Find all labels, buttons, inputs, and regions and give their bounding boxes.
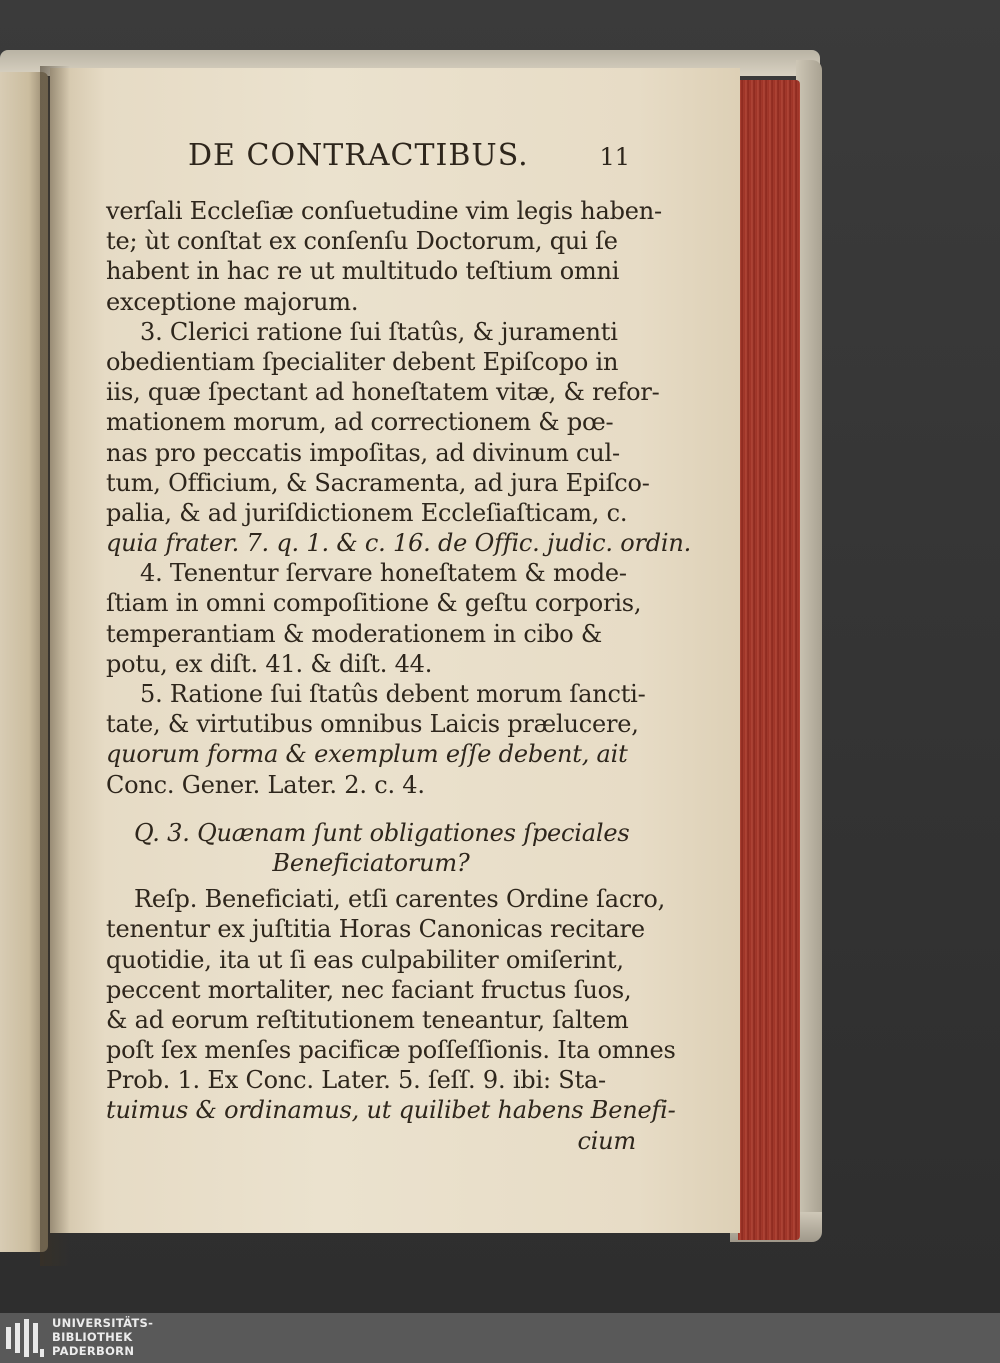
logo-line: PADERBORN: [52, 1344, 135, 1358]
library-logo-icon: [6, 1319, 44, 1357]
running-title: DE CONTRACTIBUS.: [188, 138, 529, 173]
text-line: 4. Tenentur ſervare honeſtatem & mode-: [140, 559, 627, 588]
catchword: cium: [577, 1126, 636, 1155]
text-line: exceptione majorum.: [106, 287, 359, 316]
text-line: verſali Eccleſiæ conſuetudine vim legis haben-: [106, 197, 662, 225]
answer-line: Reſp. Beneficiati, etſi carentes Ordine ſacro,: [134, 885, 666, 914]
book-gutter: [40, 66, 70, 1266]
answer-line: poſt ſex menſes pacificæ poſſeſſionis. Ita omnes: [106, 1036, 676, 1065]
logo-line: UNIVERSITÄTS-: [52, 1316, 154, 1330]
library-logo-text: [52, 1316, 153, 1358]
text-line: habent in hac re ut multitudo teſtium omni: [106, 257, 620, 286]
spacer: [106, 800, 636, 818]
text-line: quia frater. 7. q. 1. & c. 16. de Offic. judic. ordin.: [106, 529, 692, 558]
question-heading-cont: Beneficiatorum?: [272, 848, 470, 877]
answer-line: tuimus & ordinamus, ut quilibet habens Benefi-: [106, 1096, 676, 1125]
text-line: 3. Clerici ratione ſui ſtatûs, & juramenti: [140, 317, 618, 346]
text-line: 5. Ratione ſui ſtatûs debent morum ſancti-: [140, 680, 646, 708]
library-footer: [0, 1313, 1000, 1363]
text-line: te; ùt conſtat ex conſenſu Doctorum, qui ſe: [106, 227, 618, 256]
page-number: 11: [599, 143, 630, 171]
text-line: tum, Officium, & Sacramenta, ad jura Epiſco-: [106, 468, 650, 497]
red-page-edges: [738, 80, 800, 1240]
text-line: quorum forma & exemplum eſſe debent, ait: [106, 740, 628, 769]
text-line: palia, & ad juriſdictionem Eccleſiaſticam, c.: [106, 498, 628, 527]
text-line: ſtiam in omni compoſitione & geſtu corporis,: [106, 589, 642, 618]
text-line: potu, ex diſt. 41. & diſt. 44.: [106, 649, 433, 678]
answer-line: quotidie, ita ut ſi eas culpabiliter omiſerint,: [106, 945, 624, 974]
answer-line: & ad eorum reſtitutionem teneantur, ſaltem: [106, 1005, 629, 1034]
answer-line: Prob. 1. Ex Conc. Later. 5. ſeſſ. 9. ibi: Sta-: [106, 1066, 606, 1095]
text-line: mationem morum, ad correctionem & pœ-: [106, 408, 614, 437]
text-line: obedientiam ſpecialiter debent Epiſcopo in: [106, 347, 619, 376]
text-line: nas pro peccatis impoſitas, ad divinum cul-: [106, 438, 620, 467]
question-heading: Q. 3. Quænam ſunt obligationes ſpeciales: [134, 818, 630, 847]
text-line: iis, quæ ſpectant ad honeſtatem vitæ, & refor-: [106, 378, 660, 407]
logo-line: BIBLIOTHEK: [52, 1330, 133, 1344]
running-head: [106, 138, 636, 178]
text-line: Conc. Gener. Later. 2. c. 4.: [106, 770, 425, 799]
text-line: temperantiam & moderationem in cibo &: [106, 619, 603, 648]
answer-line: peccent mortaliter, nec faciant fructus ſuos,: [106, 975, 632, 1004]
page-text: [106, 138, 692, 1156]
answer-line: tenentur ex juſtitia Horas Canonicas recitare: [106, 915, 645, 944]
text-line: tate, & virtutibus omnibus Laicis prælucere,: [106, 710, 639, 739]
